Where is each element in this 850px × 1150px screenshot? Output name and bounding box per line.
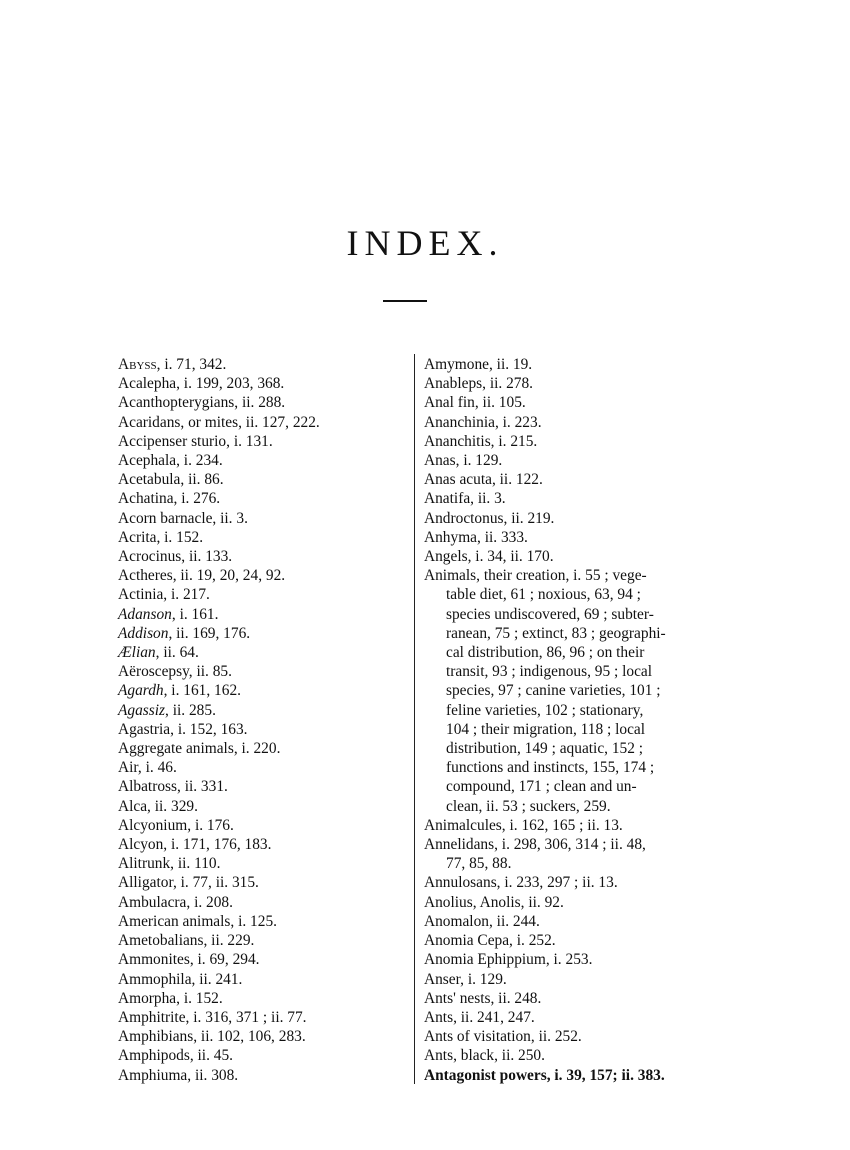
index-entry [118,355,408,374]
index-entry: Anas, i. 129. [424,452,503,470]
index-entry: Anomalon, ii. 244. [424,912,540,930]
index-entry-continuation: 77, 85, 88. [446,855,512,873]
index-entry [118,701,408,720]
index-entry: Amphitrite, i. 316, 371 ; ii. 77. [118,1008,307,1026]
index-entry: Actinia, i. 217. [118,586,210,604]
index-entry: Acetabula, ii. 86. [118,471,224,489]
index-entry: Ananchinia, i. 223. [424,413,542,431]
index-entry: Anatifa, ii. 3. [424,490,506,508]
index-entry-continuation: ranean, 75 ; extinct, 83 ; geographi- [446,624,666,642]
index-entry: Androctonus, ii. 219. [424,509,555,527]
index-entry: Acrocinus, ii. 133. [118,548,233,566]
page-title: INDEX. [346,223,504,263]
index-entry: Ants, ii. 241, 247. [424,1008,535,1026]
title-rule [383,300,427,302]
column-divider [414,354,415,1084]
index-entry: Anhyma, ii. 333. [424,528,528,546]
index-entry-pages: , i. 161. [171,605,219,623]
index-entry-continuation: species, 97 ; canine varieties, 101 ; [446,682,661,700]
index-entry: Alitrunk, ii. 110. [118,855,221,873]
index-entry-continuation: functions and instincts, 155, 174 ; [446,759,655,777]
index-entry: Anal fin, ii. 105. [424,394,526,412]
index-entry: Amorpha, i. 152. [118,989,223,1007]
index-entry: Albatross, ii. 331. [118,778,228,796]
index-entry: Acrita, i. 152. [118,528,204,546]
index-entry-heading: Adanson [118,605,172,623]
index-entry-pages: , i. 161, 162. [163,682,241,700]
index-entry: Ametobalians, ii. 229. [118,932,255,950]
index-entry: Agastria, i. 152, 163. [118,720,248,738]
index-entry: Alligator, i. 77, ii. 315. [118,874,259,892]
index-entry [118,605,408,624]
index-entry: American animals, i. 125. [118,912,277,930]
index-entry: Anser, i. 129. [424,970,507,988]
index-entry: Aëroscepsy, ii. 85. [118,663,232,681]
index-entry-continuation: 104 ; their migration, 118 ; local [446,720,646,738]
index-entry [118,624,408,643]
index-entry: Amphipods, ii. 45. [118,1047,234,1065]
index-entry: Aggregate animals, i. 220. [118,740,281,758]
index-entry: Ants, black, ii. 250. [424,1047,545,1065]
index-entry [424,566,724,816]
index-entry: Ananchitis, i. 215. [424,432,538,450]
index-entry: Amphibians, ii. 102, 106, 283. [118,1028,306,1046]
index-column-right [424,355,724,1085]
index-entry: Annulosans, i. 233, 297 ; ii. 13. [424,874,618,892]
index-entry: Anableps, ii. 278. [424,375,534,393]
index-entry-first-line: Annelidans, i. 298, 306, 314 ; ii. 48, [424,836,646,854]
index-entry-pages: , i. 71, 342. [156,356,227,373]
index-entry: Alca, ii. 329. [118,797,198,815]
index-entry-first-line: Animals, their creation, i. 55 ; vege- [424,567,647,585]
index-entry-continuation: species undiscovered, 69 ; subter- [446,605,654,623]
index-entry-pages: , ii. 64. [155,644,199,662]
index-entry: Acanthopterygians, ii. 288. [118,394,286,412]
index-entry: Acaridans, or mites, ii. 127, 222. [118,413,320,431]
index-entry: Achatina, i. 276. [118,490,221,508]
index-entry: Anomia Cepa, i. 252. [424,932,556,950]
index-entry: Anas acuta, ii. 122. [424,471,543,489]
index-entry: Ammophila, ii. 241. [118,970,243,988]
index-entry-continuation: distribution, 149 ; aquatic, 152 ; [446,740,644,758]
index-entry-continuation: transit, 93 ; indigenous, 95 ; local [446,663,653,681]
index-entry-heading: Agassiz [118,701,166,719]
index-entry-pages: , ii. 285. [165,701,216,719]
index-entry: Air, i. 46. [118,759,177,777]
index-entry-heading: Addison [118,624,169,642]
index-entry [118,681,408,700]
index-entry: Ambulacra, i. 208. [118,893,233,911]
index-entry: Amymone, ii. 19. [424,356,533,373]
index-entry: Angels, i. 34, ii. 170. [424,548,554,566]
index-entry: Accipenser sturio, i. 131. [118,432,273,450]
index-entry-pages: , ii. 169, 176. [168,624,251,642]
index-entry: Ants' nests, ii. 248. [424,989,542,1007]
index-entry: Animalcules, i. 162, 165 ; ii. 13. [424,816,623,834]
index-entry-continuation: compound, 171 ; clean and un- [446,778,637,796]
index-entry-continuation: table diet, 61 ; noxious, 63, 94 ; [446,586,641,604]
index-entry-heading: Agardh [118,682,164,700]
index-entry-continuation: clean, ii. 53 ; suckers, 259. [446,797,611,815]
index-entry: Acephala, i. 234. [118,452,223,470]
index-entry: Ants of visitation, ii. 252. [424,1028,582,1046]
index-entry: Acorn barnacle, ii. 3. [118,509,248,527]
index-entry: Actheres, ii. 19, 20, 24, 92. [118,567,286,585]
index-entry: Amphiuma, ii. 308. [118,1066,239,1084]
index-column-left [118,355,408,1085]
index-entry: Ammonites, i. 69, 294. [118,951,260,969]
index-entry-continuation: feline varieties, 102 ; stationary, [446,701,644,719]
index-entry [118,643,408,662]
index-entry: Acalepha, i. 199, 203, 368. [118,375,285,393]
index-entry-continuation: cal distribution, 86, 96 ; on their [446,644,645,662]
index-entry: Antagonist powers, i. 39, 157; ii. 383. [424,1066,665,1084]
index-entry: Anomia Ephippium, i. 253. [424,951,593,969]
index-entry: Alcyon, i. 171, 176, 183. [118,836,272,854]
index-entry [424,835,724,873]
index-entry: Alcyonium, i. 176. [118,816,234,834]
index-entry-heading: Ælian [118,644,156,662]
index-entry: Anolius, Anolis, ii. 92. [424,893,564,911]
index-entry-heading: Abyss [118,356,157,373]
